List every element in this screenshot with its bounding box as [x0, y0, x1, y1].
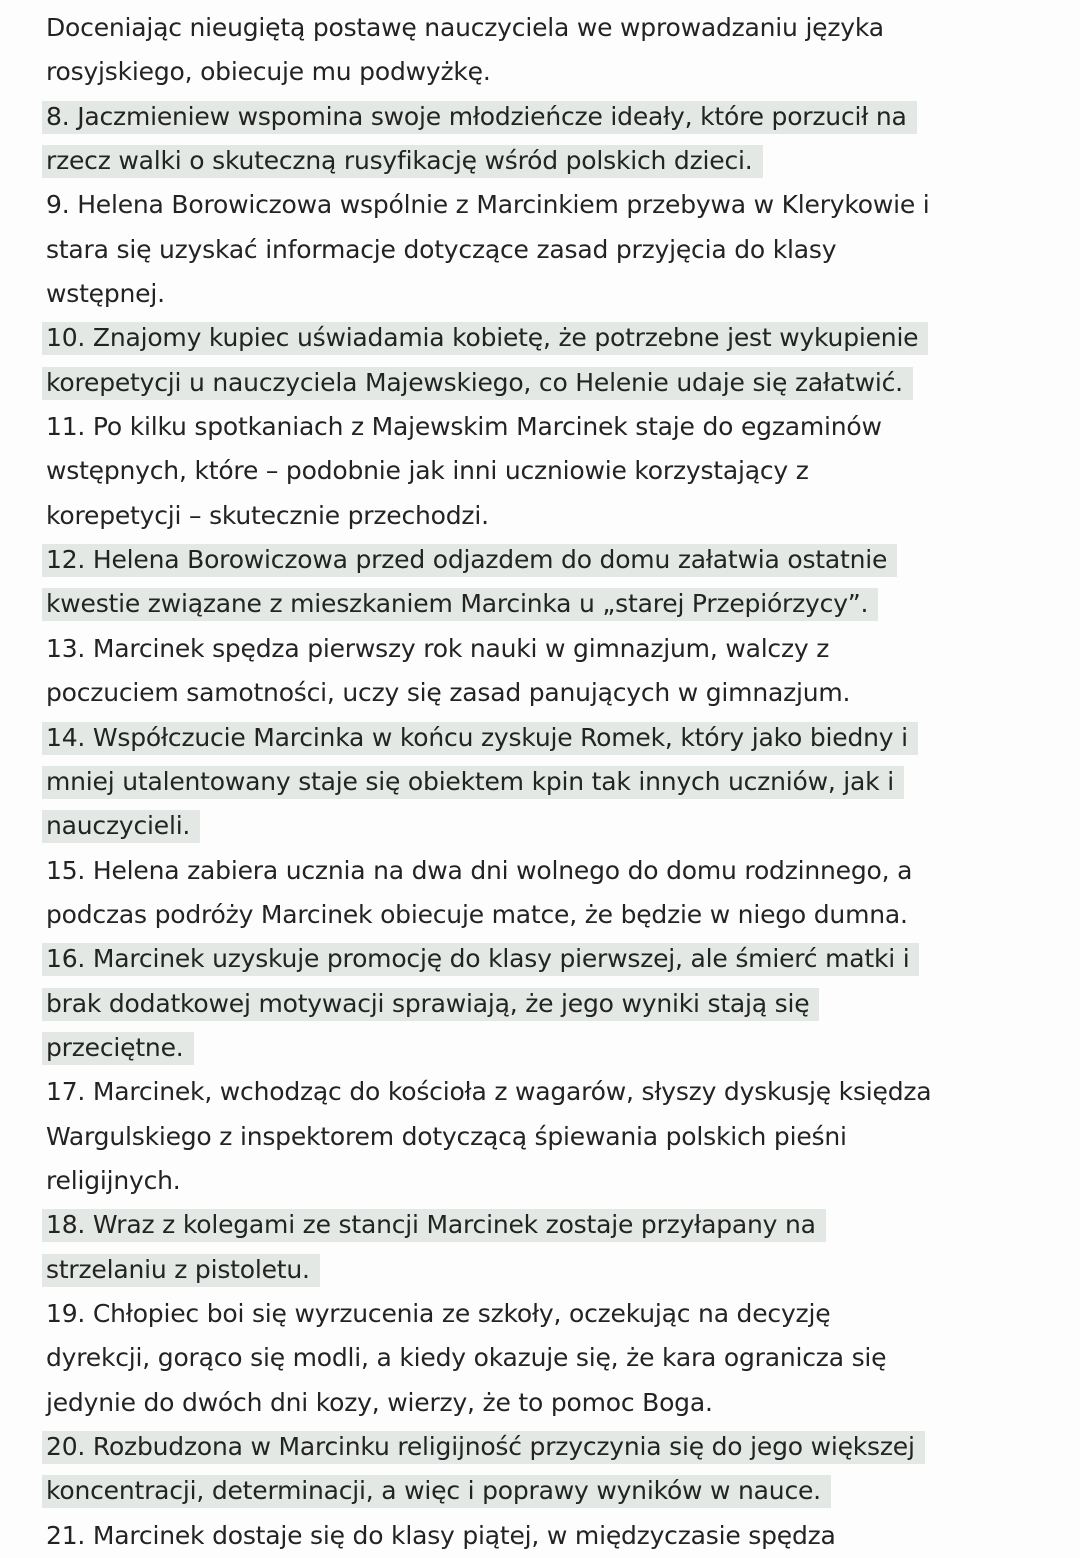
highlighted-line-text: koncentracji, determinacji, a więc i poprawy wyników w nauce.	[42, 1475, 831, 1508]
highlighted-line-text: 10. Znajomy kupiec uświadamia kobietę, że potrzebne jest wykupienie	[42, 322, 928, 355]
document-body	[46, 6, 1044, 1558]
text-line	[46, 1248, 1044, 1292]
text-line	[46, 1026, 1044, 1070]
text-line	[46, 494, 1044, 538]
text-line	[46, 449, 1044, 493]
highlighted-line-text: 14. Współczucie Marcinka w końcu zyskuje Romek, który jako biedny i	[42, 722, 918, 755]
highlighted-line-text: kwestie związane z mieszkaniem Marcinka u „starej Przepiórzycy”.	[42, 588, 878, 621]
line-text: religijnych.	[46, 1165, 181, 1195]
text-line	[46, 361, 1044, 405]
text-line	[46, 183, 1044, 227]
text-line	[46, 139, 1044, 183]
text-line	[46, 228, 1044, 272]
line-text: wstępnej.	[46, 279, 165, 309]
highlighted-line-text: 16. Marcinek uzyskuje promocję do klasy pierwszej, ale śmierć matki i	[42, 943, 919, 976]
line-text: 11. Po kilku spotkaniach z Majewskim Marcinek staje do egzaminów	[46, 412, 882, 442]
highlighted-line-text: mniej utalentowany staje się obiektem kpin tak innych uczniów, jak i	[42, 766, 904, 799]
text-line	[46, 272, 1044, 316]
text-line	[46, 316, 1044, 360]
text-line	[46, 849, 1044, 893]
line-text: stara się uzyskać informacje dotyczące zasad przyjęcia do klasy	[46, 234, 837, 264]
line-text: 9. Helena Borowiczowa wspólnie z Marcinkiem przebywa w Klerykowie i	[46, 190, 930, 220]
text-line	[46, 1070, 1044, 1114]
text-line	[46, 893, 1044, 937]
highlighted-line-text: 20. Rozbudzona w Marcinku religijność przyczynia się do jego większej	[42, 1431, 925, 1464]
line-text: korepetycji – skutecznie przechodzi.	[46, 500, 489, 530]
line-text: 21. Marcinek dostaje się do klasy piątej, w międzyczasie spędza	[46, 1520, 836, 1550]
text-line	[46, 1425, 1044, 1469]
line-text: jedynie do dwóch dni kozy, wierzy, że to pomoc Boga.	[46, 1387, 713, 1417]
text-line	[46, 804, 1044, 848]
text-line	[46, 6, 1044, 50]
text-line	[46, 50, 1044, 94]
text-line	[46, 582, 1044, 626]
highlighted-line-text: brak dodatkowej motywacji sprawiają, że jego wyniki stają się	[42, 988, 819, 1021]
highlighted-line-text: rzecz walki o skuteczną rusyfikację wśród polskich dzieci.	[42, 145, 763, 178]
text-line	[46, 716, 1044, 760]
line-text: wstępnych, które – podobnie jak inni uczniowie korzystający z	[46, 456, 809, 486]
text-line	[46, 538, 1044, 582]
text-line	[46, 1203, 1044, 1247]
text-line	[46, 937, 1044, 981]
highlighted-line-text: korepetycji u nauczyciela Majewskiego, co Helenie udaje się załatwić.	[42, 367, 913, 400]
line-text: dyrekcji, gorąco się modli, a kiedy okazuje się, że kara ogranicza się	[46, 1343, 887, 1373]
line-text: Wargulskiego z inspektorem dotyczącą śpiewania polskich pieśni	[46, 1121, 847, 1151]
text-line	[46, 95, 1044, 139]
line-text: 17. Marcinek, wchodząc do kościoła z wagarów, słyszy dyskusję księdza	[46, 1077, 932, 1107]
highlighted-line-text: 18. Wraz z kolegami ze stancji Marcinek zostaje przyłapany na	[42, 1209, 826, 1242]
text-line	[46, 1469, 1044, 1513]
text-line	[46, 760, 1044, 804]
text-line	[46, 1381, 1044, 1425]
text-line	[46, 1336, 1044, 1380]
line-text: 19. Chłopiec boi się wyrzucenia ze szkoły, oczekując na decyzję	[46, 1298, 831, 1328]
text-line	[46, 627, 1044, 671]
line-text: 15. Helena zabiera ucznia na dwa dni wolnego do domu rodzinnego, a	[46, 855, 913, 885]
line-text: Doceniając nieugiętą postawę nauczyciela we wprowadzaniu języka	[46, 13, 884, 42]
line-text: podczas podróży Marcinek obiecuje matce, że będzie w niego dumna.	[46, 899, 908, 929]
line-text: 13. Marcinek spędza pierwszy rok nauki w gimnazjum, walczy z	[46, 633, 830, 663]
text-line	[46, 671, 1044, 715]
text-line	[46, 1292, 1044, 1336]
text-line	[46, 1514, 1044, 1558]
highlighted-line-text: strzelaniu z pistoletu.	[42, 1254, 320, 1287]
highlighted-line-text: 12. Helena Borowiczowa przed odjazdem do domu załatwia ostatnie	[42, 544, 897, 577]
highlighted-line-text: 8. Jaczmieniew wspomina swoje młodzieńcze ideały, które porzucił na	[42, 101, 917, 134]
text-line	[46, 1115, 1044, 1159]
line-text: poczuciem samotności, uczy się zasad panujących w gimnazjum.	[46, 678, 851, 708]
text-line	[46, 405, 1044, 449]
text-line	[46, 982, 1044, 1026]
text-line	[46, 1159, 1044, 1203]
line-text: rosyjskiego, obiecuje mu podwyżkę.	[46, 57, 491, 87]
highlighted-line-text: nauczycieli.	[42, 810, 200, 843]
highlighted-line-text: przeciętne.	[42, 1032, 194, 1065]
